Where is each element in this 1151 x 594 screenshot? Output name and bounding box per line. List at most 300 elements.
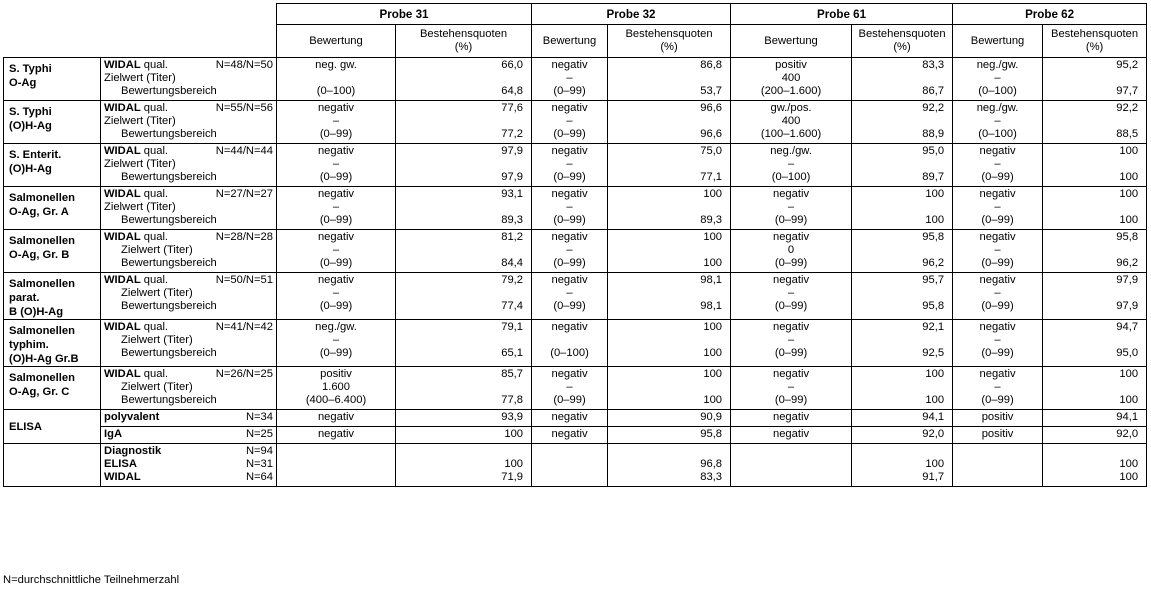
quote-value: 97,9 xyxy=(501,145,524,157)
quote-value xyxy=(1043,445,1138,458)
quote-cell xyxy=(396,144,532,187)
bewertung-cell xyxy=(277,320,396,367)
bewertung-value: 1.600 xyxy=(322,381,350,393)
results-table xyxy=(3,3,1147,487)
group-label-line: Salmonellen xyxy=(9,278,75,290)
bewertung-value: positiv xyxy=(775,59,807,71)
quote-cell xyxy=(608,230,731,273)
quote-value: 83,3 xyxy=(700,471,723,483)
bewertung-value: – xyxy=(566,287,573,299)
group-label xyxy=(4,444,101,487)
bewertung-value: negativ xyxy=(979,274,1016,286)
quote-value: 94,7 xyxy=(1116,321,1139,333)
bewertung-value: neg./gw. xyxy=(976,102,1019,114)
quote-value: 100 xyxy=(703,257,723,269)
bewertung-value: – xyxy=(994,287,1001,299)
bewertung-value: neg. gw. xyxy=(315,59,357,71)
bewertung-value: 0 xyxy=(787,244,795,256)
quote-spacer xyxy=(852,244,944,257)
quote-spacer xyxy=(608,158,722,171)
method-name: Diagnostik xyxy=(104,445,162,457)
quote-value: 95,0 xyxy=(1116,347,1139,359)
bewertung-value: (0–99) xyxy=(981,347,1014,359)
bewertung-value: negativ xyxy=(979,188,1016,200)
quote-value: 96,6 xyxy=(700,102,723,114)
quote-spacer xyxy=(852,287,944,300)
bewertung-cell xyxy=(532,144,608,187)
bewertung-value: – xyxy=(332,201,340,213)
bewertung-cell xyxy=(277,58,396,101)
quote-spacer xyxy=(608,287,722,300)
bewertung-value: negativ xyxy=(551,145,588,157)
bewertung-cell xyxy=(532,230,608,273)
bewertung-value: negativ xyxy=(772,188,810,200)
quote-value: 65,1 xyxy=(501,347,524,359)
group-label-line: Salmonellen xyxy=(9,325,75,337)
bewertung-value: neg./gw. xyxy=(770,145,812,157)
quote-value: 95,2 xyxy=(1116,59,1139,71)
participant-count: N=27/N=27 xyxy=(215,188,273,200)
bewertung-value: – xyxy=(566,72,573,84)
zielwert-label: Zielwert (Titer) xyxy=(104,201,176,213)
group-label xyxy=(4,320,101,367)
quote-spacer xyxy=(608,201,722,214)
quote-cell xyxy=(1043,273,1147,320)
bereich-label: Bewertungsbereich xyxy=(121,394,217,406)
method-name xyxy=(104,59,168,72)
bewertung-value: – xyxy=(566,201,573,213)
quote-spacer xyxy=(852,201,944,214)
quote-cell xyxy=(608,427,731,444)
bewertung-value: – xyxy=(332,115,340,127)
quote-spacer xyxy=(1043,158,1138,171)
quote-cell xyxy=(608,273,731,320)
group-label-line: Salmonellen xyxy=(9,372,75,384)
bewertung-value: – xyxy=(566,158,573,170)
quote-value: 92,2 xyxy=(1116,102,1139,114)
bewertung-value: – xyxy=(994,158,1001,170)
bewertung-value: (0–99) xyxy=(319,257,353,269)
quote-value: 100 xyxy=(925,368,945,380)
group-label xyxy=(4,230,101,273)
bewertung-value: – xyxy=(994,334,1001,346)
quote-label: Bestehensquoten xyxy=(625,28,713,40)
probe-header: Probe 32 xyxy=(532,4,731,25)
bewertung-cell xyxy=(532,427,608,444)
method-qual: qual. xyxy=(143,59,169,71)
bewertung-cell xyxy=(953,187,1043,230)
quote-cell xyxy=(852,410,953,427)
group-label-line: O-Ag, Gr. C xyxy=(9,386,70,398)
bewertung-cell xyxy=(532,101,608,144)
quote-cell xyxy=(1043,367,1147,410)
bewertung-value: – xyxy=(994,201,1001,213)
quote-value: 95,8 xyxy=(700,428,723,440)
bewertung-cell xyxy=(953,410,1043,427)
method-qual: qual. xyxy=(143,274,169,286)
bewertung-value: (0–100) xyxy=(771,171,811,183)
bewertung-value: 400 xyxy=(781,72,801,84)
column-header-bewertung: Bewertung xyxy=(953,25,1043,58)
quote-value: 90,9 xyxy=(700,411,723,423)
bewertung-value: – xyxy=(332,158,340,170)
bewertung-cell xyxy=(731,230,852,273)
group-label-line: S. Enterit. xyxy=(9,149,62,161)
zielwert-label: Zielwert (Titer) xyxy=(121,381,193,393)
bewertung-value: – xyxy=(787,381,795,393)
group-label xyxy=(4,187,101,230)
quote-value: 79,1 xyxy=(501,321,524,333)
bewertung-value: negativ xyxy=(317,274,355,286)
participant-count: N=64 xyxy=(245,471,273,483)
bewertung-cell xyxy=(731,187,852,230)
bewertung-cell xyxy=(731,367,852,410)
bewertung-cell xyxy=(532,58,608,101)
group-label-line: B (O)H-Ag xyxy=(9,306,64,318)
method-name xyxy=(104,102,168,115)
method-widal: WIDAL xyxy=(104,188,141,200)
quote-value: 94,1 xyxy=(922,411,945,423)
bewertung-value: neg./gw. xyxy=(976,59,1019,71)
method-line xyxy=(104,274,273,287)
quote-value: 100 xyxy=(703,321,723,333)
method-line xyxy=(104,321,273,334)
quote-value: 98,1 xyxy=(700,274,723,286)
quote-value: 92,2 xyxy=(922,102,945,114)
quote-value: 96,2 xyxy=(922,257,945,269)
bewertung-value: (0–99) xyxy=(774,394,808,406)
method-line xyxy=(104,471,273,484)
bewertung-value: (0–99) xyxy=(774,214,808,226)
quote-value: 98,1 xyxy=(700,300,723,312)
quote-value: 100 xyxy=(1119,171,1139,183)
quote-cell xyxy=(1043,444,1147,487)
bewertung-value: (0–99) xyxy=(553,214,586,226)
bewertung-value: (0–100) xyxy=(550,347,589,359)
probe-header: Probe 31 xyxy=(277,4,532,25)
header-blank xyxy=(4,4,277,58)
quote-value: 89,3 xyxy=(700,214,723,226)
bewertung-cell xyxy=(731,144,852,187)
bewertung-value: negativ xyxy=(772,411,810,423)
quote-value: 53,7 xyxy=(700,85,723,97)
quote-value: 100 xyxy=(703,347,723,359)
bewertung-cell xyxy=(277,427,396,444)
quote-cell xyxy=(396,230,532,273)
quote-value: 71,9 xyxy=(501,471,524,483)
group-label-line: S. Typhi xyxy=(9,63,52,75)
quote-cell xyxy=(852,367,953,410)
quote-cell xyxy=(852,273,953,320)
bewertung-cell xyxy=(277,410,396,427)
quote-cell xyxy=(608,101,731,144)
bewertung-cell xyxy=(731,427,852,444)
quote-unit: (%) xyxy=(893,41,911,53)
quote-cell xyxy=(1043,230,1147,273)
quote-value: 95,7 xyxy=(922,274,945,286)
quote-value: 89,3 xyxy=(501,214,524,226)
bewertung-value: (0–100) xyxy=(316,85,356,97)
bewertung-value: (0–99) xyxy=(774,347,808,359)
quote-cell xyxy=(396,273,532,320)
bereich-label: Bewertungsbereich xyxy=(121,257,217,269)
quote-cell xyxy=(608,444,731,487)
bewertung-value: – xyxy=(787,287,795,299)
method-name xyxy=(104,321,168,334)
column-header-quote xyxy=(852,25,953,58)
bewertung-value: – xyxy=(332,287,340,299)
method-qual: qual. xyxy=(143,231,169,243)
quote-spacer xyxy=(608,115,722,128)
quote-label: Bestehensquoten xyxy=(419,28,508,40)
bewertung-cell xyxy=(953,58,1043,101)
zielwert-label: Zielwert (Titer) xyxy=(121,287,193,299)
method-widal: WIDAL xyxy=(104,368,141,380)
quote-value: 84,4 xyxy=(501,257,524,269)
bewertung-value: negativ xyxy=(317,188,355,200)
bewertung-cell xyxy=(731,410,852,427)
method-name xyxy=(104,274,168,287)
quote-value: 86,8 xyxy=(700,59,723,71)
quote-unit: (%) xyxy=(1085,41,1104,53)
quote-spacer xyxy=(1043,244,1138,257)
bewertung-value: negativ xyxy=(317,102,355,114)
bewertung-value: – xyxy=(994,115,1001,127)
method-line xyxy=(104,445,273,458)
table-row xyxy=(4,320,1147,367)
quote-value: 97,7 xyxy=(1116,85,1139,97)
quote-cell xyxy=(1043,427,1147,444)
quote-spacer xyxy=(852,115,944,128)
bewertung-cell xyxy=(277,230,396,273)
bewertung-value: negativ xyxy=(551,231,588,243)
quote-value: 91,7 xyxy=(922,471,945,483)
quote-cell xyxy=(396,444,532,487)
quote-spacer xyxy=(396,158,523,171)
method-line xyxy=(104,428,273,441)
method-qual: qual. xyxy=(143,102,169,114)
bewertung-value: negativ xyxy=(317,231,355,243)
quote-cell xyxy=(396,187,532,230)
method-cell xyxy=(101,144,277,187)
quote-spacer xyxy=(396,334,523,347)
probe-header: Probe 61 xyxy=(731,4,953,25)
quote-value: 96,6 xyxy=(700,128,723,140)
group-label-line: (O)H-Ag xyxy=(9,163,52,175)
quote-cell xyxy=(852,58,953,101)
method-cell xyxy=(101,444,277,487)
zielwert-label: Zielwert (Titer) xyxy=(104,72,176,84)
quote-cell xyxy=(1043,101,1147,144)
quote-value: 100 xyxy=(1119,458,1139,470)
quote-spacer xyxy=(608,381,722,394)
quote-cell xyxy=(1043,58,1147,101)
method-name xyxy=(104,188,168,201)
bewertung-cell xyxy=(953,273,1043,320)
quote-cell xyxy=(1043,410,1147,427)
bewertung-cell xyxy=(532,187,608,230)
bereich-label: Bewertungsbereich xyxy=(121,347,217,359)
quote-cell xyxy=(608,320,731,367)
quote-value: 97,9 xyxy=(501,171,524,183)
quote-value: 95,8 xyxy=(922,231,945,243)
quote-cell xyxy=(1043,187,1147,230)
method-line xyxy=(104,188,273,201)
group-label-line: (O)H-Ag Gr.B xyxy=(9,353,79,365)
quote-value xyxy=(608,445,722,458)
group-label-line: (O)H-Ag xyxy=(9,120,52,132)
quote-value: 92,0 xyxy=(922,428,945,440)
quote-spacer xyxy=(608,72,722,85)
quote-spacer xyxy=(852,381,944,394)
quote-value: 95,8 xyxy=(922,300,945,312)
participant-count: N=50/N=51 xyxy=(215,274,273,286)
quote-value: 95,8 xyxy=(1116,231,1139,243)
bewertung-value: negativ xyxy=(772,368,810,380)
quote-spacer xyxy=(396,244,523,257)
quote-value: 92,5 xyxy=(922,347,945,359)
bewertung-value: – xyxy=(994,72,1001,84)
quote-value: 86,7 xyxy=(922,85,945,97)
bewertung-value: – xyxy=(994,381,1001,393)
bewertung-value xyxy=(277,72,395,85)
method-line xyxy=(104,411,273,424)
method-widal: WIDAL xyxy=(104,102,141,114)
column-header-bewertung: Bewertung xyxy=(277,25,396,58)
bewertung-value: – xyxy=(787,201,795,213)
group-label-line: Salmonellen xyxy=(9,192,75,204)
group-label xyxy=(4,144,101,187)
quote-spacer xyxy=(852,158,944,171)
quote-cell xyxy=(396,58,532,101)
quote-cell xyxy=(396,367,532,410)
quote-value: 79,2 xyxy=(501,274,524,286)
bereich-label: Bewertungsbereich xyxy=(121,214,217,226)
bewertung-value: gw./pos. xyxy=(770,102,812,114)
quote-value: 81,2 xyxy=(501,231,524,243)
bewertung-cell xyxy=(532,367,608,410)
method-widal: WIDAL xyxy=(104,145,141,157)
table-row xyxy=(4,444,1147,487)
quote-cell xyxy=(852,101,953,144)
bereich-label: Bewertungsbereich xyxy=(121,300,217,312)
quote-spacer xyxy=(1043,201,1138,214)
quote-value: 93,9 xyxy=(501,411,524,423)
bewertung-value: (0–100) xyxy=(978,85,1017,97)
group-label-line: Salmonellen xyxy=(9,235,75,247)
zielwert-label: Zielwert (Titer) xyxy=(121,334,193,346)
quote-spacer xyxy=(1043,287,1138,300)
quote-value: 100 xyxy=(925,394,945,406)
bewertung-cell xyxy=(953,320,1043,367)
quote-cell xyxy=(396,101,532,144)
quote-value: 100 xyxy=(1119,368,1139,380)
quote-value: 85,7 xyxy=(501,368,524,380)
participant-count: N=94 xyxy=(245,445,273,457)
bewertung-value: (0–99) xyxy=(553,171,586,183)
method-widal: WIDAL xyxy=(104,274,141,286)
quote-value: 92,1 xyxy=(922,321,945,333)
bewertung-value: negativ xyxy=(317,145,355,157)
table-row xyxy=(4,273,1147,320)
quote-value: 88,5 xyxy=(1116,128,1139,140)
method-cell xyxy=(101,101,277,144)
quote-cell xyxy=(852,427,953,444)
quote-label: Bestehensquoten xyxy=(1051,28,1139,40)
bewertung-cell xyxy=(532,273,608,320)
quote-value: 100 xyxy=(1119,188,1139,200)
bewertung-value: negativ xyxy=(551,321,588,333)
bewertung-value: (0–99) xyxy=(981,171,1014,183)
bewertung-value: – xyxy=(787,334,795,346)
method-cell xyxy=(101,58,277,101)
bewertung-value: negativ xyxy=(979,231,1016,243)
table-row xyxy=(4,410,1147,427)
bewertung-value: negativ xyxy=(551,188,588,200)
quote-cell xyxy=(396,427,532,444)
quote-cell xyxy=(852,230,953,273)
quote-spacer xyxy=(1043,334,1138,347)
bewertung-cell xyxy=(277,101,396,144)
quote-spacer xyxy=(396,115,523,128)
bewertung-value: (0–99) xyxy=(981,300,1014,312)
method-widal: WIDAL xyxy=(104,321,141,333)
quote-cell xyxy=(852,187,953,230)
method-name xyxy=(104,368,168,381)
quote-value: 77,4 xyxy=(501,300,524,312)
method-qual: qual. xyxy=(143,368,169,380)
bewertung-cell xyxy=(532,444,608,487)
footnote: N=durchschnittliche Teilnehmerzahl xyxy=(3,574,180,586)
participant-count: N=26/N=25 xyxy=(215,368,273,380)
bewertung-value: negativ xyxy=(979,368,1016,380)
quote-label: Bestehensquoten xyxy=(858,28,946,40)
bewertung-value: – xyxy=(566,381,573,393)
bewertung-value: negativ xyxy=(772,428,810,440)
bewertung-value: negativ xyxy=(551,368,588,380)
bewertung-value: (200–1.600) xyxy=(760,85,822,97)
quote-cell xyxy=(608,144,731,187)
participant-count: N=31 xyxy=(245,458,273,470)
method-name xyxy=(104,231,168,244)
method-line xyxy=(104,368,273,381)
bewertung-value: (0–99) xyxy=(319,128,353,140)
bewertung-cell xyxy=(731,320,852,367)
bewertung-value: – xyxy=(994,244,1001,256)
quote-value: 100 xyxy=(925,188,945,200)
method-widal: WIDAL xyxy=(104,59,141,71)
bewertung-cell xyxy=(277,444,396,487)
bereich-label: Bewertungsbereich xyxy=(121,85,217,97)
quote-value: 100 xyxy=(504,428,524,440)
bewertung-cell xyxy=(731,444,852,487)
bewertung-value: – xyxy=(566,115,573,127)
bewertung-value: (0–99) xyxy=(319,347,353,359)
bewertung-value: negativ xyxy=(317,428,355,440)
quote-value: 100 xyxy=(703,394,723,406)
quote-value: 88,9 xyxy=(922,128,945,140)
bewertung-value: (0–99) xyxy=(981,257,1014,269)
group-label-line: O-Ag xyxy=(9,77,37,89)
quote-value: 94,1 xyxy=(1116,411,1139,423)
column-header-bewertung: Bewertung xyxy=(731,25,852,58)
table-row xyxy=(4,58,1147,101)
bewertung-value: negativ xyxy=(551,102,588,114)
bewertung-value: (0–99) xyxy=(774,300,808,312)
method-name xyxy=(104,145,168,158)
quote-cell xyxy=(608,410,731,427)
quote-spacer xyxy=(608,334,722,347)
